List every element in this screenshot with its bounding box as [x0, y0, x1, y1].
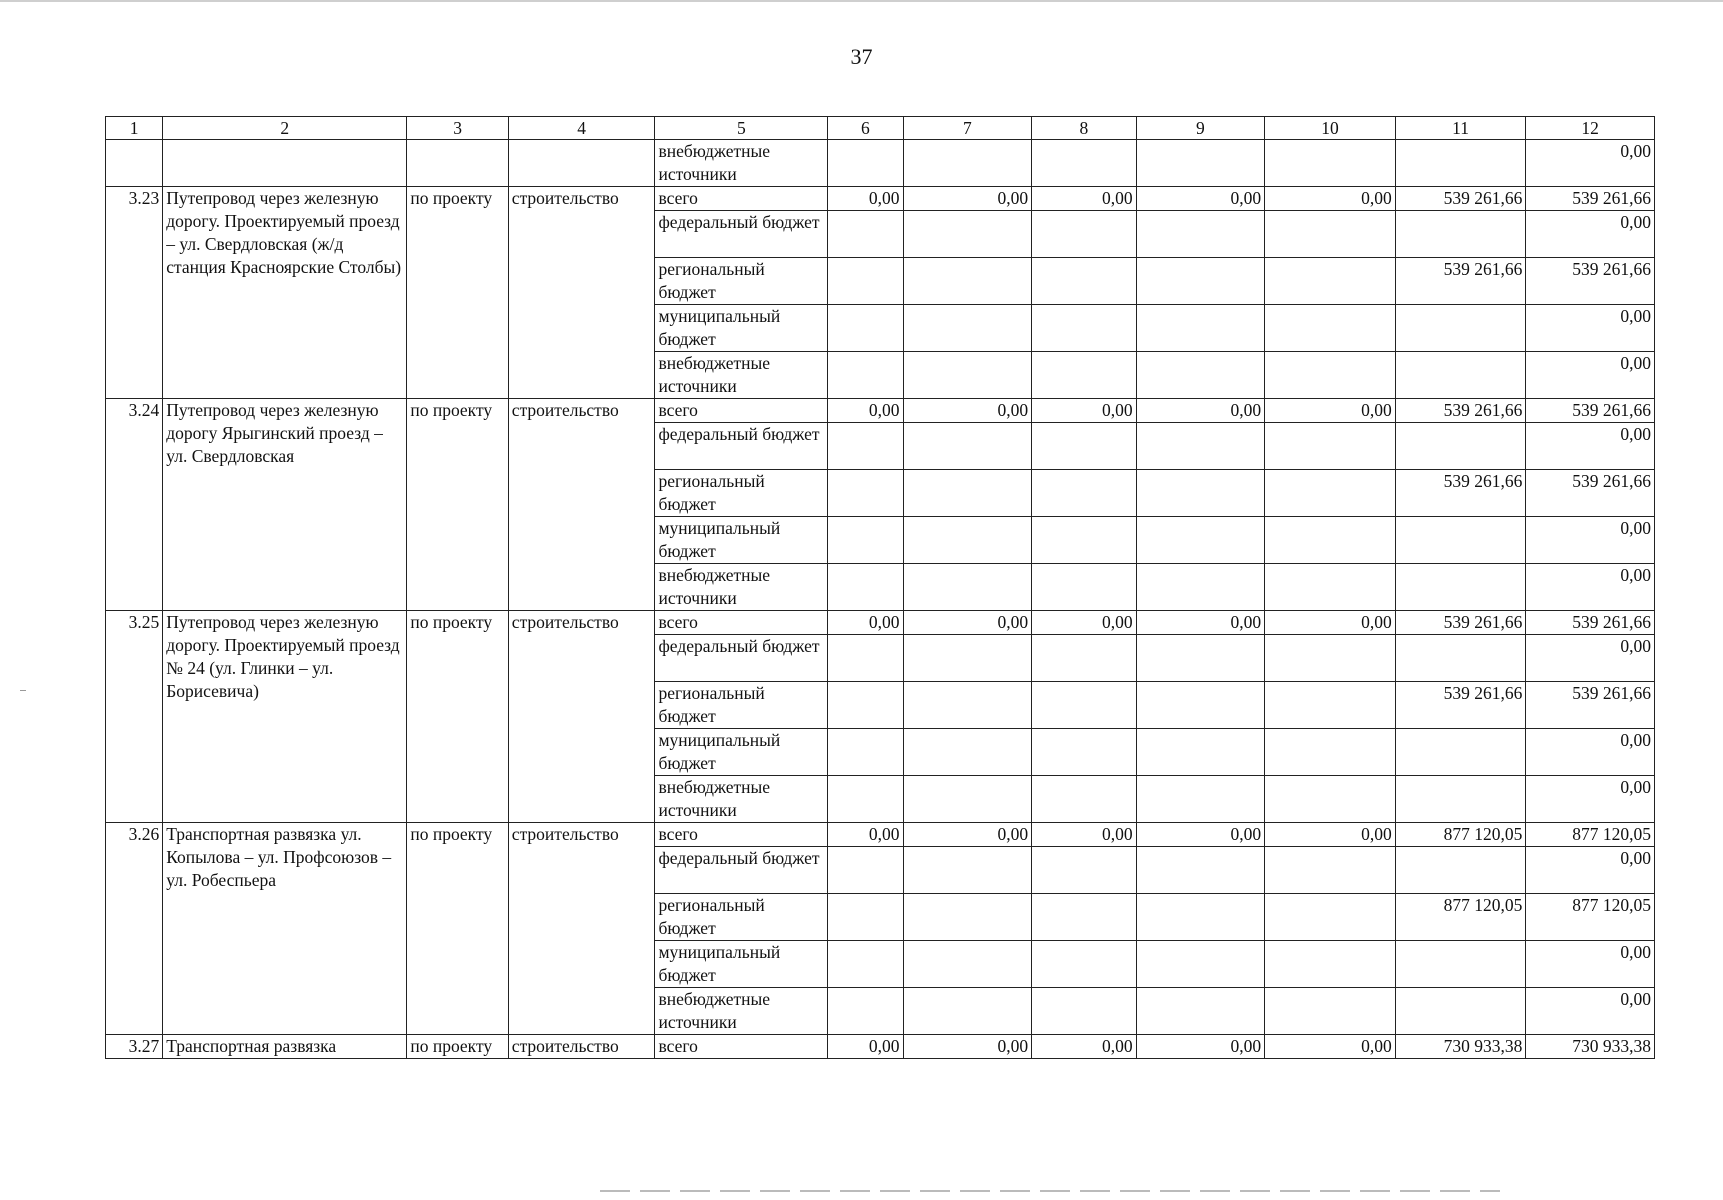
value-cell: 0,00 — [1526, 988, 1655, 1035]
column-header: 8 — [1032, 117, 1136, 140]
value-cell — [1032, 423, 1136, 470]
funding-source-cell: федеральный бюджет — [655, 423, 828, 470]
value-cell — [828, 305, 903, 352]
value-cell: 0,00 — [1526, 847, 1655, 894]
value-cell — [1032, 635, 1136, 682]
value-cell — [1136, 258, 1265, 305]
value-cell — [1265, 352, 1396, 399]
value-cell: 0,00 — [1526, 305, 1655, 352]
value-cell — [1395, 305, 1526, 352]
value-cell — [1032, 941, 1136, 988]
value-cell: 730 933,38 — [1395, 1035, 1526, 1059]
value-cell: 0,00 — [1526, 423, 1655, 470]
value-cell: 539 261,66 — [1395, 682, 1526, 729]
value-cell: 0,00 — [1526, 352, 1655, 399]
value-cell — [903, 564, 1032, 611]
value-cell: 0,00 — [1136, 187, 1265, 211]
value-cell — [1136, 682, 1265, 729]
value-cell: 0,00 — [903, 1035, 1032, 1059]
value-cell — [1265, 305, 1396, 352]
work-type-cell: строительство — [508, 823, 655, 1035]
value-cell — [903, 211, 1032, 258]
funding-source-cell: муниципальный бюджет — [655, 729, 828, 776]
value-cell: 0,00 — [1032, 611, 1136, 635]
value-cell: 0,00 — [903, 823, 1032, 847]
value-cell — [1265, 470, 1396, 517]
value-cell — [903, 941, 1032, 988]
funding-source-cell: региональный бюджет — [655, 682, 828, 729]
value-cell — [1265, 564, 1396, 611]
value-cell: 0,00 — [1032, 1035, 1136, 1059]
funding-source-cell: региональный бюджет — [655, 894, 828, 941]
value-cell — [1136, 941, 1265, 988]
funding-source-cell: федеральный бюджет — [655, 211, 828, 258]
value-cell — [1136, 564, 1265, 611]
value-cell — [1136, 635, 1265, 682]
value-cell — [828, 894, 903, 941]
value-cell — [1136, 423, 1265, 470]
funding-source-cell: федеральный бюджет — [655, 635, 828, 682]
table-row — [106, 187, 1655, 211]
value-cell — [903, 517, 1032, 564]
value-cell: 0,00 — [828, 399, 903, 423]
value-cell: 730 933,38 — [1526, 1035, 1655, 1059]
value-cell — [828, 988, 903, 1035]
table-row — [106, 399, 1655, 423]
value-cell: 0,00 — [1265, 187, 1396, 211]
value-cell — [903, 988, 1032, 1035]
value-cell — [1265, 517, 1396, 564]
item-name-cell: Транспортная развязка — [163, 1035, 407, 1059]
value-cell — [1265, 941, 1396, 988]
value-cell — [1265, 847, 1396, 894]
value-cell — [1395, 564, 1526, 611]
column-header: 10 — [1265, 117, 1396, 140]
value-cell — [903, 258, 1032, 305]
value-cell: 539 261,66 — [1395, 187, 1526, 211]
value-cell: 0,00 — [1265, 611, 1396, 635]
value-cell — [828, 776, 903, 823]
value-cell: 0,00 — [1136, 1035, 1265, 1059]
funding-source-cell: муниципальный бюджет — [655, 941, 828, 988]
basis-cell: по проекту — [407, 611, 508, 823]
funding-source-cell: муниципальный бюджет — [655, 517, 828, 564]
column-header: 7 — [903, 117, 1032, 140]
funding-source-cell: всего — [655, 823, 828, 847]
value-cell — [828, 635, 903, 682]
funding-source-cell: всего — [655, 399, 828, 423]
item-number-cell: 3.25 — [106, 611, 163, 823]
value-cell — [828, 729, 903, 776]
column-header: 3 — [407, 117, 508, 140]
value-cell — [1032, 517, 1136, 564]
value-cell: 0,00 — [828, 1035, 903, 1059]
value-cell — [1395, 635, 1526, 682]
value-cell: 0,00 — [1526, 564, 1655, 611]
value-cell: 539 261,66 — [1526, 258, 1655, 305]
basis-cell: по проекту — [407, 187, 508, 399]
value-cell — [903, 352, 1032, 399]
item-number-cell: 3.24 — [106, 399, 163, 611]
column-header: 11 — [1395, 117, 1526, 140]
value-cell — [828, 352, 903, 399]
value-cell — [903, 847, 1032, 894]
value-cell — [903, 470, 1032, 517]
table-row — [106, 140, 1655, 187]
value-cell — [828, 564, 903, 611]
funding-source-cell: региональный бюджет — [655, 258, 828, 305]
value-cell — [1265, 635, 1396, 682]
value-cell — [903, 776, 1032, 823]
value-cell — [1395, 729, 1526, 776]
value-cell — [1136, 211, 1265, 258]
funding-source-cell: всего — [655, 187, 828, 211]
work-type-cell: строительство — [508, 611, 655, 823]
value-cell: 0,00 — [828, 611, 903, 635]
value-cell — [903, 682, 1032, 729]
value-cell — [1395, 941, 1526, 988]
value-cell: 0,00 — [1526, 635, 1655, 682]
value-cell — [1032, 988, 1136, 1035]
value-cell — [1265, 682, 1396, 729]
value-cell — [1136, 470, 1265, 517]
value-cell — [1136, 847, 1265, 894]
value-cell — [1265, 258, 1396, 305]
value-cell — [828, 682, 903, 729]
value-cell — [903, 305, 1032, 352]
table-row — [106, 823, 1655, 847]
value-cell — [1395, 988, 1526, 1035]
value-cell — [1032, 352, 1136, 399]
funding-source-cell: внебюджетные источники — [655, 140, 828, 187]
page-number: 37 — [850, 44, 873, 69]
column-header: 5 — [655, 117, 828, 140]
funding-source-cell: федеральный бюджет — [655, 847, 828, 894]
funding-source-cell: внебюджетные источники — [655, 988, 828, 1035]
value-cell — [903, 635, 1032, 682]
value-cell: 0,00 — [903, 187, 1032, 211]
value-cell — [828, 517, 903, 564]
funding-source-cell: внебюджетные источники — [655, 352, 828, 399]
value-cell: 0,00 — [828, 187, 903, 211]
funding-source-cell: внебюджетные источники — [655, 564, 828, 611]
value-cell — [1265, 211, 1396, 258]
value-cell — [1395, 517, 1526, 564]
table-row — [106, 1035, 1655, 1059]
value-cell — [1032, 776, 1136, 823]
column-header: 4 — [508, 117, 655, 140]
basis-cell: по проекту — [407, 823, 508, 1035]
item-number-cell: 3.27 — [106, 1035, 163, 1059]
item-name-cell: Путепровод через железную дорогу. Проектируемый проезд № 24 (ул. Глинки – ул. Борисевича) — [163, 611, 407, 823]
column-header: 6 — [828, 117, 903, 140]
value-cell — [828, 847, 903, 894]
value-cell — [828, 470, 903, 517]
value-cell: 0,00 — [1265, 1035, 1396, 1059]
value-cell: 539 261,66 — [1526, 470, 1655, 517]
value-cell: 0,00 — [1136, 399, 1265, 423]
value-cell — [1136, 305, 1265, 352]
value-cell — [828, 941, 903, 988]
work-type-cell: строительство — [508, 187, 655, 399]
value-cell — [828, 258, 903, 305]
value-cell — [1395, 352, 1526, 399]
value-cell — [1032, 305, 1136, 352]
value-cell: 877 120,05 — [1395, 823, 1526, 847]
value-cell — [828, 211, 903, 258]
column-header: 9 — [1136, 117, 1265, 140]
value-cell: 0,00 — [1526, 211, 1655, 258]
value-cell: 0,00 — [828, 823, 903, 847]
funding-source-cell: муниципальный бюджет — [655, 305, 828, 352]
column-header: 1 — [106, 117, 163, 140]
column-header: 2 — [163, 117, 407, 140]
value-cell — [1136, 894, 1265, 941]
item-name-cell: Путепровод через железную дорогу. Проектируемый проезд – ул. Свердловская (ж/д станция Красноярские Столбы) — [163, 187, 407, 399]
value-cell — [1032, 258, 1136, 305]
value-cell: 0,00 — [1032, 399, 1136, 423]
funding-source-cell: всего — [655, 1035, 828, 1059]
value-cell — [903, 894, 1032, 941]
item-name-cell: Транспортная развязка ул. Копылова – ул. Профсоюзов – ул. Робеспьера — [163, 823, 407, 1035]
value-cell — [1032, 211, 1136, 258]
scan-edge — [0, 0, 1723, 2]
value-cell — [903, 423, 1032, 470]
value-cell — [1395, 211, 1526, 258]
column-header: 12 — [1526, 117, 1655, 140]
funding-source-cell: внебюджетные источники — [655, 776, 828, 823]
value-cell: 0,00 — [1032, 823, 1136, 847]
item-number-cell: 3.26 — [106, 823, 163, 1035]
value-cell: 539 261,66 — [1526, 611, 1655, 635]
value-cell: 0,00 — [1526, 140, 1655, 187]
value-cell — [1032, 470, 1136, 517]
value-cell: 0,00 — [1136, 823, 1265, 847]
table-body — [106, 140, 1655, 1059]
value-cell — [1265, 729, 1396, 776]
table-row — [106, 611, 1655, 635]
scan-edge — [600, 1190, 1500, 1192]
value-cell — [1136, 776, 1265, 823]
value-cell: 539 261,66 — [1526, 187, 1655, 211]
basis-cell: по проекту — [407, 1035, 508, 1059]
value-cell — [828, 423, 903, 470]
value-cell — [1395, 776, 1526, 823]
value-cell: 539 261,66 — [1395, 258, 1526, 305]
value-cell: 0,00 — [1265, 399, 1396, 423]
value-cell: 539 261,66 — [1395, 611, 1526, 635]
value-cell: 539 261,66 — [1526, 399, 1655, 423]
value-cell — [1265, 894, 1396, 941]
value-cell — [1265, 988, 1396, 1035]
value-cell: 877 120,05 — [1395, 894, 1526, 941]
value-cell — [903, 729, 1032, 776]
value-cell — [1032, 847, 1136, 894]
value-cell: 877 120,05 — [1526, 894, 1655, 941]
basis-cell: по проекту — [407, 399, 508, 611]
value-cell: 539 261,66 — [1395, 470, 1526, 517]
value-cell: 539 261,66 — [1395, 399, 1526, 423]
column-number-row — [106, 117, 1655, 140]
value-cell: 0,00 — [903, 611, 1032, 635]
budget-table — [105, 116, 1655, 1059]
value-cell — [1395, 847, 1526, 894]
value-cell — [1136, 352, 1265, 399]
value-cell — [1032, 564, 1136, 611]
item-number-cell: 3.23 — [106, 187, 163, 399]
item-name-cell: Путепровод через железную дорогу Ярыгинский проезд – ул. Свердловская — [163, 399, 407, 611]
value-cell — [1032, 729, 1136, 776]
value-cell: 0,00 — [1526, 729, 1655, 776]
value-cell — [1136, 517, 1265, 564]
value-cell — [1136, 988, 1265, 1035]
value-cell: 0,00 — [1136, 611, 1265, 635]
funding-source-cell: региональный бюджет — [655, 470, 828, 517]
value-cell: 539 261,66 — [1526, 682, 1655, 729]
value-cell: 0,00 — [1032, 187, 1136, 211]
value-cell: 877 120,05 — [1526, 823, 1655, 847]
scan-artifact — [20, 690, 26, 691]
value-cell: 0,00 — [903, 399, 1032, 423]
value-cell — [1265, 776, 1396, 823]
value-cell — [1395, 423, 1526, 470]
value-cell: 0,00 — [1526, 776, 1655, 823]
value-cell — [1136, 729, 1265, 776]
value-cell: 0,00 — [1526, 517, 1655, 564]
value-cell: 0,00 — [1265, 823, 1396, 847]
value-cell — [1265, 423, 1396, 470]
value-cell — [1032, 894, 1136, 941]
work-type-cell: строительство — [508, 1035, 655, 1059]
work-type-cell: строительство — [508, 399, 655, 611]
funding-source-cell: всего — [655, 611, 828, 635]
value-cell — [1032, 682, 1136, 729]
value-cell: 0,00 — [1526, 941, 1655, 988]
